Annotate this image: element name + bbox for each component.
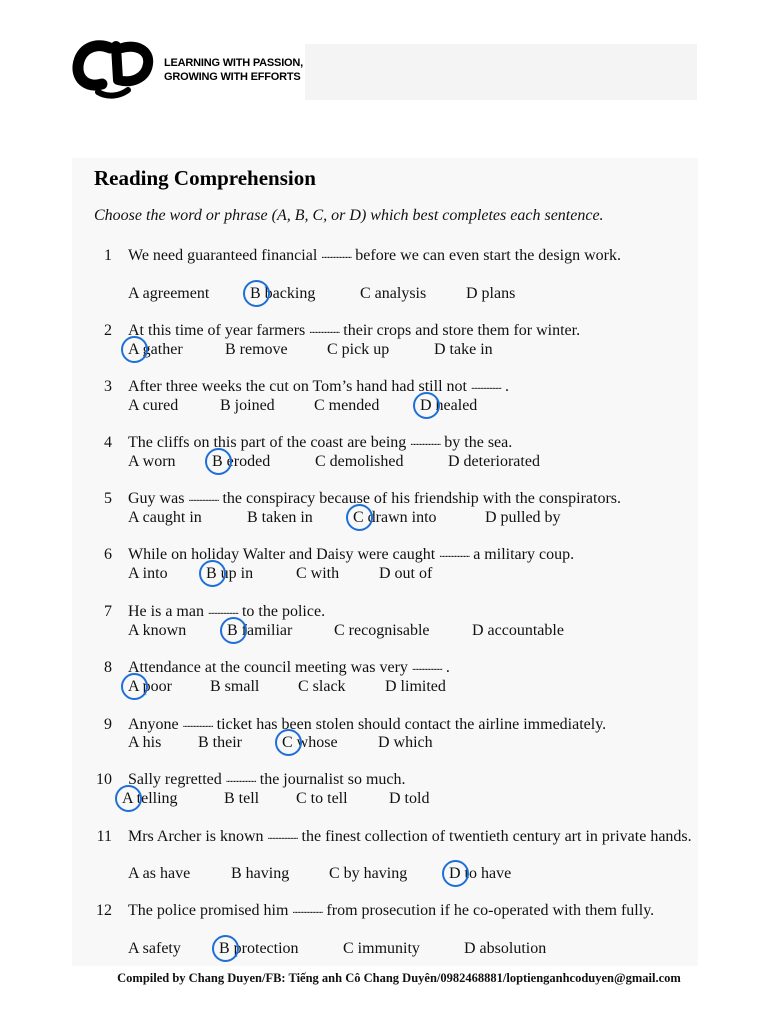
option-b[interactable]: B eroded — [212, 453, 271, 470]
option-b[interactable]: B up in — [206, 565, 254, 582]
question-stem-after: from prosecution if he co-operated with them fully. — [322, 902, 655, 919]
option-b[interactable]: B protection — [219, 940, 299, 957]
question-number: 7 — [104, 603, 112, 620]
question-number: 1 — [104, 247, 112, 264]
question-text — [128, 770, 696, 789]
option-d[interactable]: D limited — [385, 678, 446, 695]
option-a[interactable]: A his — [128, 734, 162, 751]
option-b[interactable]: B joined — [220, 397, 275, 414]
question-number: 2 — [104, 322, 112, 339]
option-d[interactable]: D deteriorated — [448, 453, 540, 470]
option-c[interactable]: C demolished — [315, 453, 404, 470]
question-text — [128, 321, 696, 340]
answer-blank: .................... — [321, 250, 352, 261]
option-a[interactable]: A poor — [128, 678, 172, 695]
option-c[interactable]: C analysis — [360, 285, 427, 302]
question-number: 9 — [104, 716, 112, 733]
question-text — [128, 901, 696, 920]
question-stem-after: a military coup. — [469, 546, 575, 563]
question-number: 11 — [96, 828, 112, 845]
question-text — [128, 715, 696, 734]
option-d[interactable]: D accountable — [472, 622, 564, 639]
tagline-line-1: LEARNING WITH PASSION, — [164, 57, 304, 69]
option-c[interactable]: C recognisable — [334, 622, 430, 639]
option-c[interactable]: C slack — [298, 678, 346, 695]
option-a[interactable]: A agreement — [128, 285, 210, 302]
option-a[interactable]: A cured — [128, 397, 179, 414]
option-c[interactable]: C immunity — [343, 940, 420, 957]
tagline-line-2: GROWING WITH EFFORTS — [164, 71, 301, 83]
answer-blank: .................... — [410, 437, 441, 448]
question-stem-before: Guy was — [128, 490, 189, 507]
option-b[interactable]: B taken in — [247, 509, 313, 526]
option-d[interactable]: D healed — [420, 397, 478, 414]
option-c[interactable]: C whose — [282, 734, 338, 751]
answer-blank: .................... — [225, 774, 256, 785]
question-stem-before: Sally regretted — [128, 771, 226, 788]
question-number: 10 — [96, 771, 112, 788]
question-stem-after: their crops and store them for winter. — [339, 322, 581, 339]
question-stem-before: The cliffs on this part of the coast are being — [128, 434, 411, 451]
question-stem-before: After three weeks the cut on Tom’s hand had still not — [128, 378, 471, 395]
question-stem-after: the conspiracy because of his friendship with the conspirators. — [218, 490, 621, 507]
option-c[interactable]: C mended — [314, 397, 380, 414]
option-d[interactable]: D to have — [449, 865, 512, 882]
option-d[interactable]: D which — [378, 734, 433, 751]
option-c[interactable]: C pick up — [327, 341, 390, 358]
question-stem-after: . — [500, 378, 509, 395]
option-c[interactable]: C by having — [329, 865, 408, 882]
question-text — [128, 827, 696, 846]
question-text — [128, 433, 696, 452]
question-number: 5 — [104, 490, 112, 507]
question-number: 4 — [104, 434, 112, 451]
option-b[interactable]: B their — [198, 734, 242, 751]
option-b[interactable]: B small — [210, 678, 260, 695]
option-c[interactable]: C drawn into — [353, 509, 437, 526]
option-d[interactable]: D told — [389, 790, 430, 807]
option-b[interactable]: B remove — [225, 341, 288, 358]
question-stem-before: Attendance at the council meeting was very — [128, 659, 412, 676]
option-a[interactable]: A safety — [128, 940, 181, 957]
question-stem-after: by the sea. — [440, 434, 513, 451]
question-stem-before: While on holiday Walter and Daisy were caught — [128, 546, 440, 563]
question-stem-after: the journalist so much. — [255, 771, 406, 788]
question-stem-before: Anyone — [128, 716, 183, 733]
logo-tagline — [164, 56, 303, 84]
question-number: 3 — [104, 378, 112, 395]
option-b[interactable]: B familiar — [227, 622, 293, 639]
question-stem-before: At this time of year farmers — [128, 322, 310, 339]
option-a[interactable]: A known — [128, 622, 187, 639]
option-b[interactable]: B backing — [250, 285, 316, 302]
section-title: Reading Comprehension — [94, 166, 316, 190]
option-c[interactable]: C with — [296, 565, 340, 582]
option-d[interactable]: D pulled by — [485, 509, 561, 526]
option-c[interactable]: C to tell — [296, 790, 348, 807]
option-b[interactable]: B tell — [224, 790, 260, 807]
option-a[interactable]: A as have — [128, 865, 191, 882]
option-d[interactable]: D out of — [379, 565, 433, 582]
question-stem-before: We need guaranteed financial — [128, 247, 322, 264]
option-d[interactable]: D plans — [466, 285, 516, 302]
answer-blank: .................... — [207, 606, 238, 617]
question-number: 12 — [96, 902, 112, 919]
question-stem-after: to the police. — [237, 603, 326, 620]
question-text — [128, 377, 696, 396]
question-stem-after: before we can even start the design work. — [351, 247, 621, 264]
question-text — [128, 489, 696, 508]
footer-credit: Compiled by Chang Duyen/FB: Tiếng anh Cô Chang Duyên/0982468881/loptienganhcoduyen@gmail.com — [117, 971, 681, 985]
question-text — [128, 545, 696, 564]
answer-blank: .................... — [439, 549, 470, 560]
answer-blank: .................... — [309, 325, 340, 336]
option-d[interactable]: D take in — [434, 341, 493, 358]
answer-blank: .................... — [267, 831, 298, 842]
question-stem-after: . — [441, 659, 450, 676]
answer-blank: .................... — [292, 905, 323, 916]
answer-blank: .................... — [411, 662, 442, 673]
option-d[interactable]: D absolution — [464, 940, 547, 957]
answer-blank: .................... — [470, 381, 501, 392]
option-a[interactable]: A caught in — [128, 509, 202, 526]
question-number: 8 — [104, 659, 112, 676]
option-a[interactable]: A telling — [122, 790, 178, 807]
answer-blank: .................... — [188, 493, 219, 504]
option-a[interactable]: A into — [128, 565, 168, 582]
question-text — [128, 658, 696, 677]
option-a[interactable]: A gather — [128, 341, 183, 358]
logo — [72, 40, 302, 102]
option-a[interactable]: A worn — [128, 453, 176, 470]
question-stem-before: The police promised him — [128, 902, 293, 919]
question-text — [128, 602, 696, 621]
question-stem-after: the finest collection of twentieth century art in private hands. — [297, 828, 692, 845]
instructions: Choose the word or phrase (A, B, C, or D) which best completes each sentence. — [94, 207, 604, 224]
cd-logo-icon — [72, 40, 156, 102]
question-stem-before: He is a man — [128, 603, 208, 620]
answer-blank: .................... — [182, 719, 213, 730]
question-number: 6 — [104, 546, 112, 563]
question-stem-after: ticket has been stolen should contact the airline immediately. — [212, 716, 607, 733]
header-background — [305, 44, 697, 100]
option-b[interactable]: B having — [231, 865, 290, 882]
question-text — [128, 246, 696, 265]
question-stem-before: Mrs Archer is known — [128, 828, 268, 845]
